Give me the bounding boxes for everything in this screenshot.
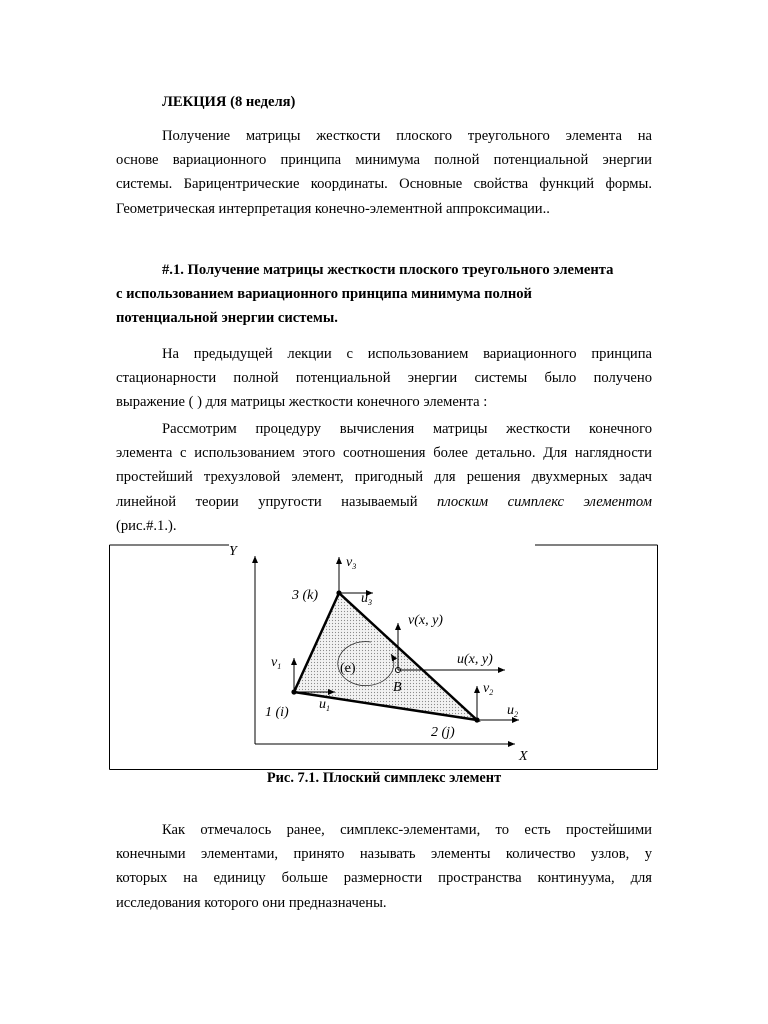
v-xy-label: v(x, y) — [408, 613, 443, 628]
paragraph-previous-lecture — [116, 342, 652, 415]
para2-line: простейший трехузловой элемент, пригодный для решения двухмерных задач — [116, 469, 652, 486]
para1-line: выражение ( ) для матрицы жесткости конечного элемента : — [116, 394, 488, 411]
para1-line: На предыдущей лекции с использованием вариационного принципа — [162, 346, 652, 362]
section-heading — [116, 258, 652, 331]
point-b-label: B — [393, 680, 402, 695]
para3-line: исследования которого они предназначены. — [116, 894, 387, 911]
para3-line: Как отмечалось ранее, симплекс-элементами, то есть простейшими — [162, 822, 652, 838]
node-2-label: 2 (j) — [431, 725, 455, 740]
intro-line: Получение матрицы жесткости плоского треугольного элемента на — [162, 128, 652, 144]
para2-line: (рис.#.1.). — [116, 517, 177, 534]
intro-line: системы. Барицентрические координаты. Основные свойства функций формы. — [116, 176, 652, 193]
para2-line-4 — [116, 490, 652, 514]
para2-line: Рассмотрим процедуру вычисления матрицы жесткости конечного — [162, 421, 652, 437]
intro-line: Геометрическая интерпретация конечно-элементной аппроксимации.. — [116, 200, 550, 217]
figure-svg — [109, 544, 658, 770]
node-1-label: 1 (i) — [265, 705, 289, 720]
u1-label: $u_1$ — [319, 697, 330, 713]
para3-line: конечными элементами, принято называть элементы количество узлов, у — [116, 846, 652, 863]
para2-line: элемента с использованием этого соотношения более детально. Для наглядности — [116, 445, 652, 462]
para3-line: которых на единицу больше размерности пространства континуума, для — [116, 870, 652, 887]
figure-caption: Рис. 7.1. Плоский симплекс элемент — [266, 770, 502, 786]
intro-line: основе вариационного принципа минимума полной потенциальной энергии — [116, 152, 652, 169]
v2-label: $v_2$ — [483, 681, 494, 697]
x-axis-label: X — [519, 749, 528, 764]
simplex-term: плоским симплекс элементом — [437, 493, 652, 510]
paragraph-simplex-definition — [116, 818, 652, 915]
v3-label: $v_3$ — [346, 555, 357, 571]
heading-line: потенциальной энергии системы. — [116, 310, 338, 327]
u3-label: $u_3$ — [361, 591, 372, 607]
u-xy-label: u(x, y) — [457, 652, 493, 667]
simplex-element-figure — [109, 544, 658, 770]
para2-line4-text: линейной теории упругости называемый — [116, 493, 438, 510]
node-3-label: 3 (k) — [292, 588, 319, 603]
element-label: (e) — [340, 661, 356, 676]
v1-label: $v_1$ — [271, 655, 282, 671]
heading-line: с использованием вариационного принципа минимума полной — [116, 286, 532, 303]
intro-paragraph — [116, 124, 652, 221]
heading-line: #.1. Получение матрицы жесткости плоского треугольного элемента — [162, 262, 614, 278]
para1-line: стационарности полной потенциальной энергии системы было получено — [116, 370, 652, 387]
y-axis-label: Y — [229, 544, 237, 559]
paragraph-procedure — [116, 417, 652, 538]
lecture-title: ЛЕКЦИЯ (8 неделя) — [162, 94, 296, 110]
u2-label: $u_2$ — [507, 703, 518, 719]
